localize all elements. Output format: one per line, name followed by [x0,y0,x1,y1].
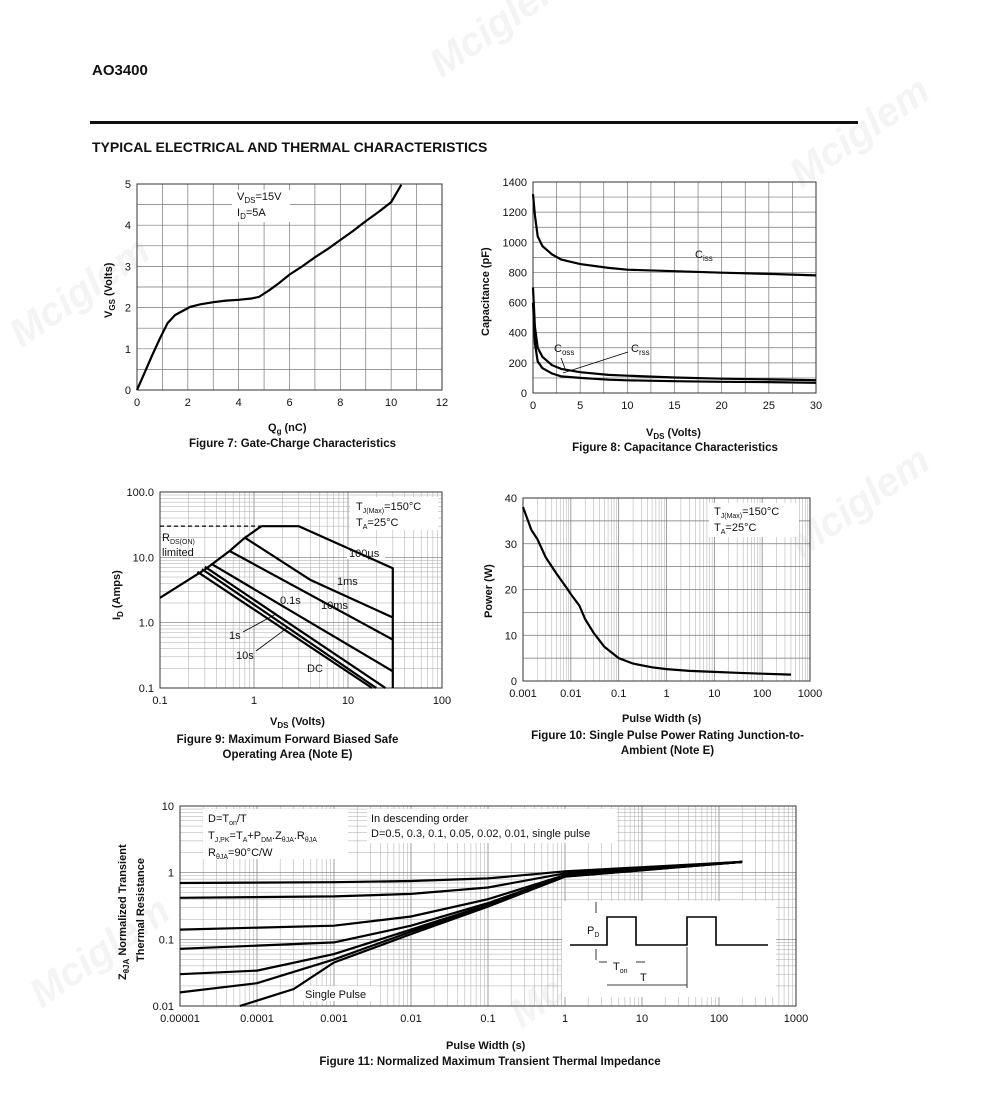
fig9-label-10ms: 10ms [321,600,348,612]
y-tick-label: 0.1 [158,934,174,947]
x-tick-label: 4 [235,397,242,409]
y-tick-label: 3 [124,261,131,274]
x-tick-label: 0 [529,400,537,412]
x-tick-label: 1 [663,688,670,700]
y-tick-label: 0.01 [152,1001,174,1013]
fig7-x-axis-label: $Q_g$ (nC) [268,422,307,436]
x-tick-label: 6 [286,397,293,409]
fig9-label-100us: 100µs [349,548,380,560]
fig9-caption-line2: Operating Area (Note E) [222,749,353,761]
fig9-label-10s: 10s [236,650,254,662]
x-tick-label: 100 [709,1013,729,1025]
fig9-label-1ms: 1ms [337,576,358,588]
y-tick-label: 600 [508,297,527,310]
x-tick-label: 10 [635,1013,649,1025]
fig10-tj-annotation: $T_{J(Max)}=150^\circ C$ [714,506,780,520]
x-tick-label: 0.01 [560,688,582,700]
fig10-x-axis-label: Pulse Width (s) [622,713,702,725]
y-tick-label: 1000 [502,237,527,250]
y-tick-label: 40 [504,493,517,505]
fig7-id-annotation: $I_D=5A$ [237,207,266,221]
section-title: TYPICAL ELECTRICAL AND THERMAL CHARACTERISTICS [92,139,488,155]
fig7-caption: Figure 7: Gate-Charge Characteristics [188,438,397,450]
fig11-y-axis-label-line2: Thermal Resistance [135,858,147,962]
x-tick-label: 0.1 [611,688,627,700]
y-tick-label: 400 [508,327,527,340]
fig10-ta-annotation: $T_A=25^\circ C$ [714,522,757,536]
x-tick-label: 30 [809,400,823,412]
y-tick-label: 1200 [502,207,527,220]
fig9-rds-label: $R_{DS(ON)}$ [162,532,195,546]
fig11-duty-def: $D=T_{on}/T$ [208,813,247,827]
x-tick-label: 1 [250,695,258,707]
fig8-x-axis-label: $V_{DS}$ (Volts) [646,427,701,441]
x-tick-label: 100 [432,695,452,707]
x-tick-label: 0.01 [400,1013,422,1025]
x-tick-label: 2 [184,397,191,409]
y-tick-label: 10 [161,801,174,813]
fig11-inset-ton: $T_{on}$ [613,961,628,975]
x-tick-label: 0.0001 [240,1013,274,1025]
x-tick-label: 1 [561,1013,569,1025]
y-tick-label: 100.0 [126,487,154,499]
x-tick-label: 10 [385,397,398,409]
y-tick-label: 0 [124,385,131,397]
fig8-crss-label: $C_{rss}$ [631,343,650,357]
fig10-caption-line2: Ambient (Note E) [620,745,715,757]
fig8-coss-label: $C_{oss}$ [554,343,575,357]
x-tick-label: 1000 [797,688,823,700]
fig11-order-note: In descending order [371,813,469,825]
fig10-y-axis-label: Power (W) [483,564,495,618]
fig10-caption-line1: Figure 10: Single Pulse Power Rating Junction-to- [531,730,804,742]
x-tick-label: 25 [762,400,775,412]
y-tick-label: 10.0 [132,552,154,565]
fig11-duty-list: D=0.5, 0.3, 0.1, 0.05, 0.02, 0.01, single pulse [371,828,591,840]
y-tick-label: 0.1 [138,683,154,695]
x-tick-label: 10 [341,695,355,707]
fig8-y-axis-label: Capacitance (pF) [480,247,492,336]
part-number: AO3400 [92,62,148,79]
fig11-rthja: $R_{\theta JA}=90^\circ C/W$ [208,847,273,861]
x-tick-label: 100 [752,688,772,700]
fig9-label-dc: DC [307,663,323,675]
fig9-y-axis-label: $I_D$ (Amps) [111,570,125,620]
x-tick-label: 0 [133,397,141,409]
fig9-ta-annotation: $T_A=25^\circ C$ [356,517,399,531]
y-tick-label: 0 [510,676,517,688]
y-tick-label: 20 [504,584,517,597]
fig11-x-axis-label: Pulse Width (s) [446,1040,526,1052]
x-tick-label: 15 [668,400,681,412]
x-tick-label: 0.001 [509,688,537,700]
fig9-label-0.1s: 0.1s [280,595,301,607]
fig7-vds-annotation: $V_{DS}=15V$ [237,191,282,205]
y-tick-label: 10 [504,630,517,643]
fig11-y-axis-label-line1: $Z_{\theta JA}$ Normalized Transient [117,844,131,980]
y-tick-label: 2 [124,302,131,315]
y-tick-label: 800 [508,267,527,280]
fig11-inset-pd: $P_D$ [587,925,600,939]
x-tick-label: 5 [577,400,584,412]
fig9-caption-line1: Figure 9: Maximum Forward Biased Safe [176,734,399,746]
x-tick-label: 0.001 [320,1013,348,1025]
fig9-label-1s: 1s [229,630,241,642]
x-tick-label: 12 [435,397,449,409]
y-tick-label: 1 [167,867,174,880]
fig9-rds-label-limited: limited [162,547,194,559]
fig11-inset-period: T [640,972,647,984]
fig11-single-pulse-label: Single Pulse [305,989,367,1001]
x-tick-label: 0.00001 [160,1013,200,1025]
x-tick-label: 1000 [783,1013,809,1025]
x-tick-label: 10 [621,400,634,412]
y-tick-label: 0 [520,388,527,400]
y-tick-label: 1.0 [138,617,154,630]
y-tick-label: 200 [508,357,527,370]
y-tick-label: 1 [124,343,131,356]
y-tick-label: 30 [504,538,517,551]
fig11-caption: Figure 11: Normalized Maximum Transient Thermal Impedance [319,1056,661,1068]
x-tick-label: 20 [715,400,728,412]
x-tick-label: 10 [708,688,721,700]
x-tick-label: 0.1 [480,1013,496,1025]
fig11-inset-box [562,901,776,997]
fig7-y-axis-label: $V_{GS}$ (Volts) [103,262,117,318]
y-tick-label: 4 [124,220,131,233]
y-tick-label: 1400 [502,177,527,189]
fig11-tjpk-formula: $T_{J,PK}=T_A+P_{DM}.Z_{\theta JA}.R_{\theta JA}$ [208,830,317,844]
fig9-tj-annotation: $T_{J(Max)}=150^\circ C$ [356,501,422,515]
fig9-x-axis-label: $V_{DS}$ (Volts) [270,716,325,730]
x-tick-label: 0.1 [152,695,168,707]
fig8-caption: Figure 8: Capacitance Characteristics [572,442,778,454]
x-tick-label: 8 [337,397,344,409]
fig8-ciss-label: $C_{iss}$ [695,249,713,263]
y-tick-label: 5 [124,179,131,191]
